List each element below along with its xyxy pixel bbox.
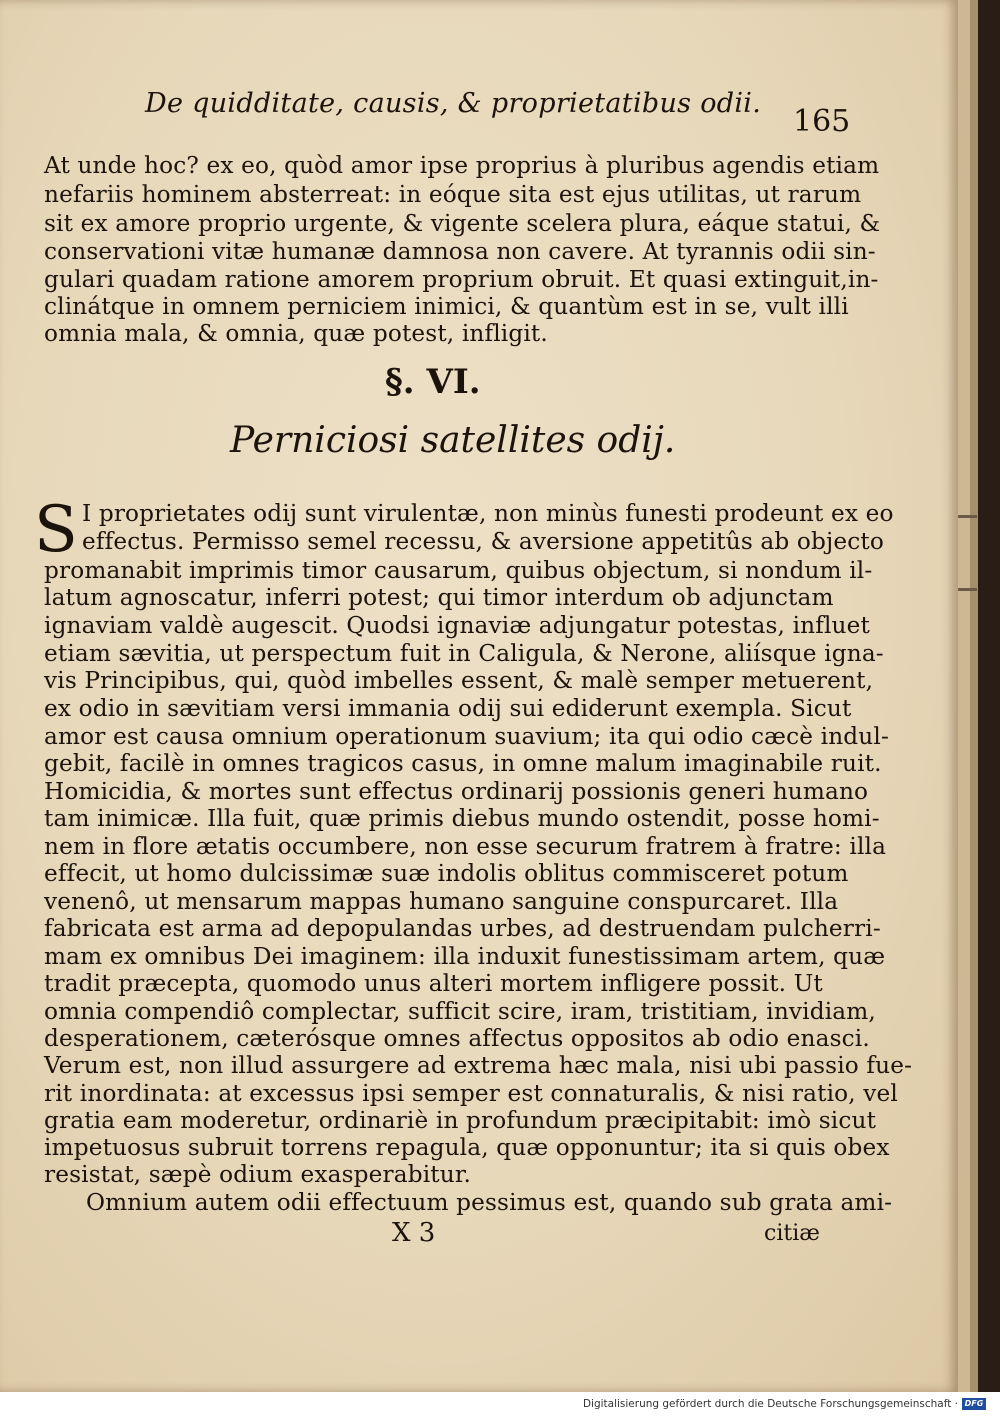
text-line: Verum est, non illud assurgere ad extrema hæc mala, nisi ubi passio fue- bbox=[44, 1052, 913, 1079]
text-line: promanabit imprimis timor causarum, quibus objectum, si nondum il- bbox=[44, 557, 873, 584]
text-line: conservationi vitæ humanæ damnosa non cavere. At tyrannis odii sin- bbox=[44, 238, 876, 265]
text-line: mam ex omnibus Dei imaginem: illa induxit funestissimam artem, quæ bbox=[44, 943, 886, 970]
text-line: rit inordinata: at excessus ipsi semper est connaturalis, & nisi ratio, vel bbox=[44, 1080, 898, 1107]
dfg-logo-icon: DFG bbox=[962, 1398, 986, 1410]
text-line: nem in flore ætatis occumbere, non esse securum fratrem à fratre: illa bbox=[44, 833, 887, 860]
funding-notice: Digitalisierung gefördert durch die Deutsche Forschungsgemeinschaft · bbox=[582, 1398, 958, 1410]
page-edge bbox=[970, 0, 978, 1392]
drop-cap: S bbox=[34, 493, 78, 567]
text-line: ignaviam valdè augescit. Quodsi ignaviæ adjungatur potestas, influet bbox=[44, 612, 870, 639]
text-line: tam inimicæ. Illa fuit, quæ primis diebus mundo ostendit, posse homi- bbox=[44, 805, 880, 832]
text-line: effecit, ut homo dulcissimæ suæ indolis oblitus commisceret potum bbox=[44, 860, 849, 887]
text-line: Omnium autem odii effectuum pessimus est, quando sub grata ami- bbox=[86, 1189, 893, 1216]
text-line: clinátque in omnem perniciem inimici, & quantùm est in se, vult illi bbox=[44, 293, 849, 320]
text-line: fabricata est arma ad depopulandas urbes, ad destruendam pulcherri- bbox=[44, 915, 881, 942]
text-line: Homicidia, & mortes sunt effectus ordinarij possionis generi humano bbox=[44, 778, 869, 805]
text-line: sit ex amore proprio urgente, & vigente scelera plura, eáque statui, & bbox=[44, 210, 881, 237]
page-number: 165 bbox=[793, 104, 851, 139]
section-title: Perniciosi satellites odij. bbox=[230, 420, 676, 461]
text-line: gebit, facilè in omnes tragicos casus, in omne malum imaginabile ruit. bbox=[44, 750, 882, 777]
signature-mark: X 3 bbox=[392, 1218, 436, 1248]
text-line: I proprietates odij sunt virulentæ, non minùs funesti prodeunt ex eo bbox=[82, 500, 894, 527]
section-number: §. VI. bbox=[385, 362, 481, 402]
running-title: De quidditate, causis, & proprietatibus odii. bbox=[145, 88, 762, 119]
text-line: omnia compendiô complectar, sufficit scire, iram, tristitiam, invidiam, bbox=[44, 998, 876, 1025]
text-line: At unde hoc? ex eo, quòd amor ipse proprius à pluribus agendis etiam bbox=[44, 152, 880, 179]
text-line: resistat, sæpè odium exasperabitur. bbox=[44, 1161, 472, 1188]
text-line: effectus. Permisso semel recessu, & aversione appetitûs ab objecto bbox=[82, 528, 884, 555]
page-edge bbox=[958, 0, 970, 1392]
book-cover-edge bbox=[978, 0, 1000, 1392]
text-line: nefariis hominem absterreat: in eóque sita est ejus utilitas, ut rarum bbox=[44, 181, 862, 208]
text-line: ex odio in sævitiam versi immania odij sui ediderunt exempla. Sicut bbox=[44, 695, 852, 722]
text-line: gulari quadam ratione amorem proprium obruit. Et quasi extinguit,in- bbox=[44, 266, 879, 293]
text-line: desperationem, cæterósque omnes affectus oppositos ab odio enasci. bbox=[44, 1025, 870, 1052]
text-line: etiam sævitia, ut perspectum fuit in Caligula, & Nerone, aliísque igna- bbox=[44, 640, 884, 667]
text-line: latum agnoscatur, inferri potest; qui timor interdum ob adjunctam bbox=[44, 584, 834, 611]
text-line: vis Principibus, qui, quòd imbelles essent, & malè semper metuerent, bbox=[44, 667, 874, 694]
footer-bar bbox=[0, 1392, 1000, 1419]
text-line: gratia eam moderetur, ordinariè in profundum præcipitabit: imò sicut bbox=[44, 1107, 877, 1134]
text-line: venenô, ut mensarum mappas humano sanguine conspurcaret. Illa bbox=[44, 888, 839, 915]
text-line: tradit præcepta, quomodo unus alteri mortem infligere possit. Ut bbox=[44, 970, 823, 997]
text-line: amor est causa omnium operationum suavium; ita qui odio cæcè indul- bbox=[44, 723, 889, 750]
text-line: impetuosus subruit torrens repagula, quæ opponuntur; ita si quis obex bbox=[44, 1134, 890, 1161]
text-line: omnia mala, & omnia, quæ potest, infligit. bbox=[44, 320, 548, 347]
catchword: citiæ bbox=[764, 1221, 820, 1246]
